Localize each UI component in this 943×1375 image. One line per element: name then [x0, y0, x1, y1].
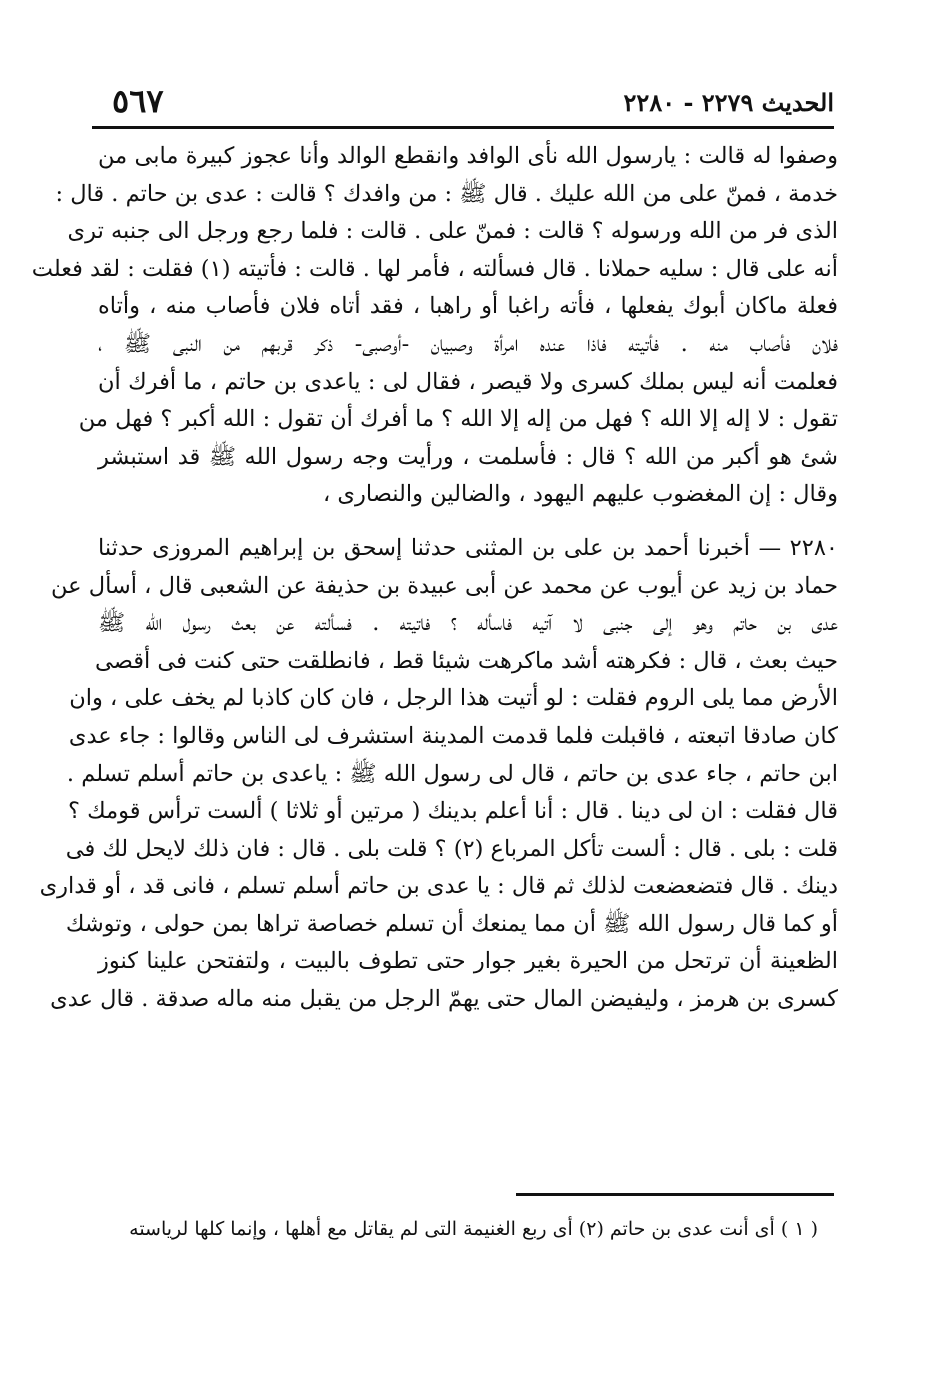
- paragraph-1: [31, 138, 838, 514]
- text-line: الأرض مما يلى الروم فقلت : لو أتيت هذا الرجل ، فان كان كاذبا لم يخف على ، وان: [69, 685, 838, 712]
- page-header: [92, 80, 834, 126]
- text-line: دينك . قال فتضعضعت لذلك ثم قال : يا عدى بن حاتم أسلم تسلم ، فانى قد ، أو قدارى: [39, 873, 838, 900]
- text-line: قال فقلت : ان لى دينا . قال : أنا أعلم بدينك ( مرتين أو ثلاثا ) ألست ترأس قومك ؟: [68, 798, 838, 825]
- paragraph-2: [39, 530, 838, 1019]
- text-line: حماد بن زيد عن أيوب عن محمد عن أبى عبيدة بن حذيفة عن الشعبى قال ، أسأل عن: [51, 572, 838, 599]
- footnote: ( ١ ) أى أنت عدى بن حاتم (٢) أى ربع الغنيمة التى لم يقاتل مع أهلها ، وإنما كلها لرياسته: [129, 1218, 818, 1240]
- text-line: الظعينة أن ترتحل من الحيرة بغير جوار حتى تطوف بالبيت ، ولتفتحن علينا كنوز: [98, 948, 838, 975]
- text-line: قلت : بلى . قال : ألست تأكل المرباع (٢) ؟ قلت بلى . قال : فان ذلك لايحل لك فى: [65, 835, 838, 862]
- text-line: كسرى بن هرمز ، وليفيضن المال حتى يهمّ الرجل من يقبل منه ماله صدقة . قال عدى: [50, 986, 838, 1013]
- text-line: عدى بن حاتم وهو إلى جنبى لا آتيه فاسأله ؟ فاتيته . فسألته عن بعث رسول الله ﷺ: [98, 610, 838, 637]
- text-line: الذى فر من الله ورسوله ؟ قالت : فمنّ على . قالت : فلما رجع ورجل الى جنبه ترى: [67, 218, 838, 245]
- text-line: فلان فأصاب منه . فأتيته فاذا عنده امرأة وصبيان -أوصبى- ذكر قربهم من النبى ﷺ ،: [98, 330, 838, 357]
- body-text: [31, 138, 838, 1019]
- text-line: فعلة ماكان أبوك يفعلها ، فأته راغبا أو راهبا ، فقد أتاه فلان فأصاب منه ، وأتاه: [98, 293, 838, 320]
- text-line: خدمة ، فمنّ على من الله عليك . قال ﷺ : من وافدك ؟ قالت : عدى بن حاتم . قال :: [55, 180, 838, 207]
- text-line: فعلمت أنه ليس بملك كسرى ولا قيصر ، فقال لى : ياعدى بن حاتم ، ما أفرك أن: [98, 368, 838, 395]
- text-line: أو كما قال رسول الله ﷺ أن مما يمنعك أن تسلم خصاصة تراها بمن حولى ، وتوشك: [65, 910, 838, 937]
- page-number: ٥٦٧: [112, 82, 164, 120]
- running-title: الحديث ٢٢٧٩ - ٢٢٨٠: [623, 88, 834, 117]
- text-line: ٢٢٨٠ — أخبرنا أحمد بن على بن المثنى حدثنا إسحق بن إبراهيم المروزى حدثنا: [98, 534, 838, 561]
- text-line: ابن حاتم ، جاء عدى بن حاتم ، قال لى رسول الله ﷺ : ياعدى بن حاتم أسلم تسلم .: [66, 760, 838, 787]
- header-rule: [92, 126, 834, 129]
- text-line: كان صادقا اتبعته ، فاقبلت فلما قدمت المدينة استشرف لى الناس وقالوا : جاء عدى: [68, 722, 838, 749]
- footnote-rule: [516, 1193, 834, 1196]
- text-line: أنه على قال : سليه حملانا . قال فسألته ، فأمر لها . قالت : فأتيته (١) فقلت : لقد فعلت: [31, 255, 838, 282]
- text-line: وقال : إن المغضوب عليهم اليهود ، والضالين والنصارى ،: [323, 481, 838, 508]
- paragraph-gap: [98, 514, 838, 530]
- text-line: تقول : لا إله إلا الله ؟ فهل من إله إلا الله ؟ ما أفرك أن تقول : الله أكبر ؟ فهل من: [78, 406, 838, 433]
- text-line: حيث بعث ، قال : فكرهته أشد ماكرهت شيئا قط ، فانطلقت حتى كنت فى أقصى: [94, 647, 838, 674]
- text-line: شئ هو أكبر من الله ؟ قال : فأسلمت ، ورأيت وجه رسول الله ﷺ قد استبشر: [98, 443, 838, 470]
- text-line: وصفوا له قالت : يارسول الله نأى الوافد وانقطع الوالد وأنا عجوز كبيرة مابى من: [98, 143, 838, 169]
